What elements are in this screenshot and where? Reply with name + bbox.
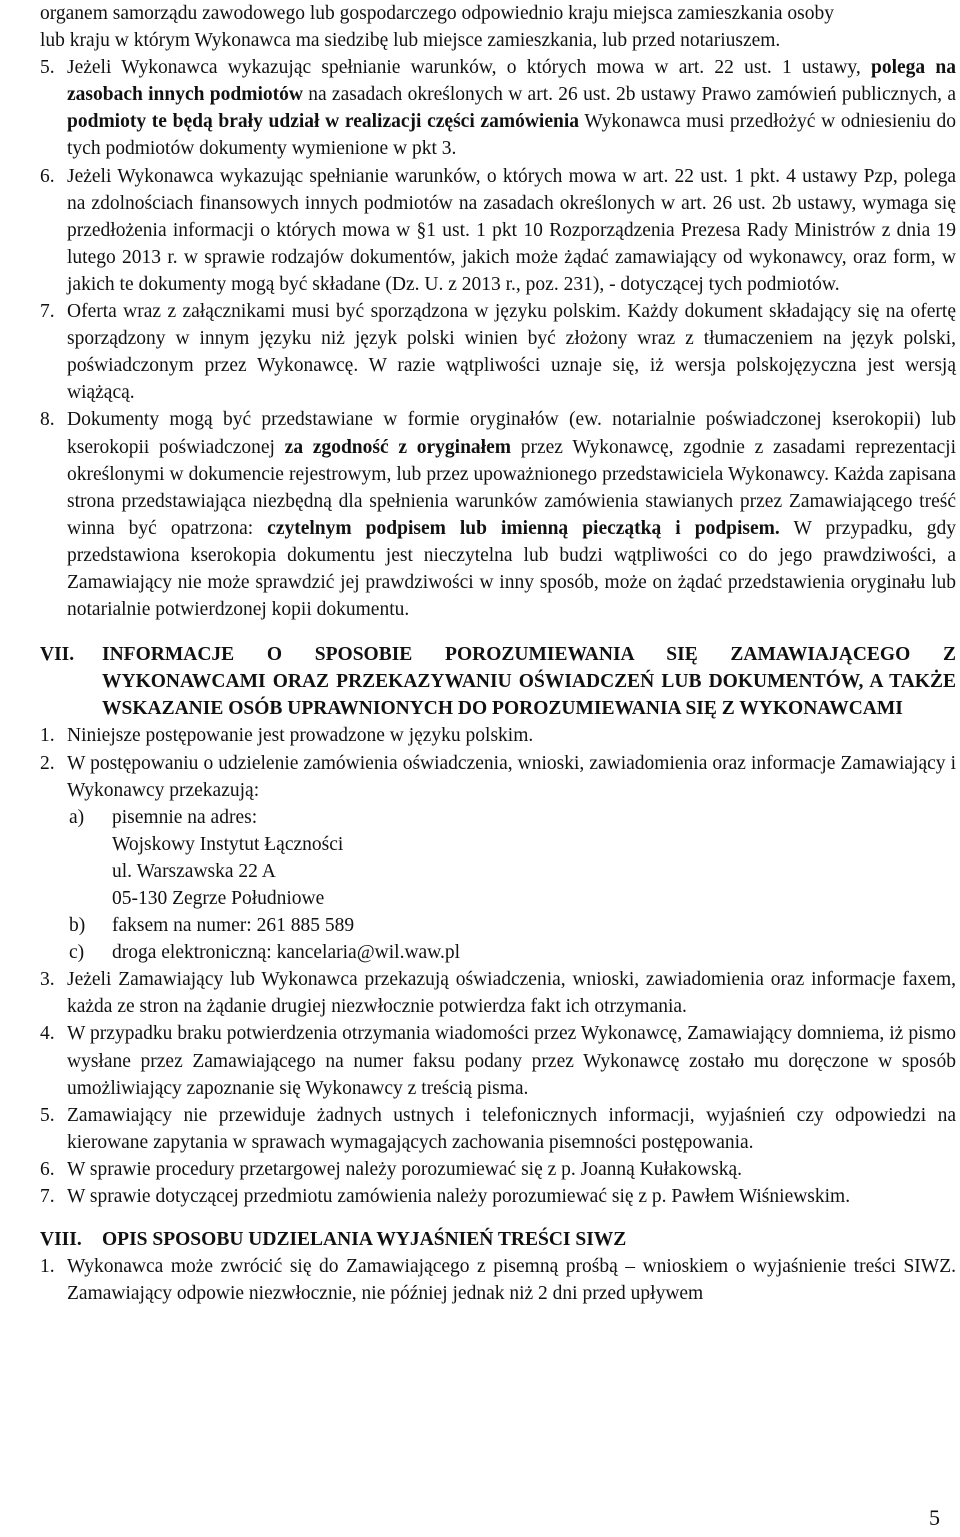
list-item-5 bbox=[40, 54, 956, 162]
section8-item-1 bbox=[40, 1253, 956, 1307]
section-number: VII. bbox=[40, 644, 75, 666]
section-title: INFORMACJE O SPOSOBIE POROZUMIEWANIA SIĘ ZAMAWIAJĄCEGO Z WYKONAWCAMI ORAZ PRZEKAZYWANIU OŚWIADCZEŃ LUB DOKUMENTÓW, A TAKŻE WSKAZANIE OSÓB UPRAWNIONYCH DO POROZUMIEWANIA SIĘ Z WYKONAWCAMI bbox=[102, 644, 956, 720]
section7-item-4 bbox=[40, 1020, 956, 1101]
item-bold-text: za zgodność z oryginałem bbox=[284, 436, 511, 458]
spacer bbox=[40, 1210, 956, 1226]
intro-line-2: lub kraju w którym Wykonawca ma siedzibę lub miejsce zamieszkania, lub przed notariuszem. bbox=[40, 30, 781, 52]
item-text: Wykonawca może zwrócić się do Zamawiającego z pisemną prośbą – wnioskiem o wyjaśnienie treści SIWZ. Zamawiający odpowie niezwłocznie, nie później jednak niż 2 dni przed upływem bbox=[67, 1256, 956, 1305]
address-line: 05-130 Zegrze Południowe bbox=[112, 888, 325, 909]
item-text: W przypadku, gdy przedstawiona kserokopia dokumentu jest nieczytelna lub budzi wątpliwości co do jego prawdziwości, a Zamawiający nie może sprawdzić jej prawdziwości w inny sposób, może on żądać przedstawienia oryginału lub notarialnie potwierdzonej kopii dokumentu. bbox=[67, 517, 956, 621]
item-text: przez Wykonawcę, zgodnie z zasadami reprezentacji określonymi w dokumencie rejestrowym, lub przez upoważnionego przedstawiciela Wykonawcy. Każda zapisana strona przedstawiająca niezbędną dla spełnienia warunków zamówienia stawianych przez Zamawiającego treść winna być opatrzona: bbox=[67, 436, 956, 539]
item-number: 6. bbox=[40, 165, 55, 187]
section-heading-vii bbox=[40, 641, 956, 722]
sub-item-b bbox=[40, 912, 956, 939]
item-number: 1. bbox=[40, 1256, 55, 1278]
address-line: ul. Warszawska 22 A bbox=[112, 860, 276, 882]
item-text: W sprawie dotyczącej przedmiotu zamówienia należy porozumiewać się z p. Pawłem Wiśniewskim. bbox=[67, 1186, 851, 1208]
section-heading-viii bbox=[40, 1226, 956, 1253]
item-number: 4. bbox=[40, 1023, 55, 1045]
sub-item-text: droga elektroniczną: kancelaria@wil.waw.pl bbox=[112, 942, 461, 964]
section7-item-7 bbox=[40, 1183, 956, 1210]
sub-item-letter: a) bbox=[69, 806, 85, 828]
address-block bbox=[40, 831, 956, 912]
item-text: Jeżeli Wykonawca wykazując spełnianie warunków, o których mowa w art. 22 ust. 1 pkt. 4 ustawy Pzp, polega na zdolnościach finansowych innych podmiotów na zasadach określonych w art. 26 ust. 2b ustawy, wymaga się przedłożenia informacji o których mowa w §1 ust. 1 pkt 10 Rozporządzenia Prezesa Rady Ministrów z dnia 19 lutego 2013 r. w sprawie rodzajów dokumentów, jakich może żądać zamawiający od wykonawcy, oraz form, w jakich te dokumenty mogą być składane (Dz. U. z 2013 r., poz. 231), - dotyczącej tych podmiotów. bbox=[67, 165, 956, 295]
page-number: 5 bbox=[929, 1505, 940, 1530]
address-line: Wojskowy Instytut Łączności bbox=[112, 833, 344, 855]
list-item-7 bbox=[40, 298, 956, 406]
item-number: 2. bbox=[40, 752, 55, 774]
list-item-8 bbox=[40, 406, 956, 623]
section7-item-1 bbox=[40, 722, 956, 749]
item-number: 6. bbox=[40, 1158, 55, 1180]
list-item-6 bbox=[40, 163, 956, 298]
item-text: W przypadku braku potwierdzenia otrzymania wiadomości przez Wykonawcę, Zamawiający domniema, iż pismo wysłane przez Zamawiającego na numer faksu podany przez Wykonawcę zostało mu doręczone w sposób umożliwiający zapoznanie się Wykonawcy z treścią pisma. bbox=[67, 1023, 956, 1099]
item-text: Jeżeli Zamawiający lub Wykonawca przekazują oświadczenia, wnioski, zawiadomienia oraz informacje faxem, każda ze stron na żądanie drugiej niezwłocznie potwierdza fakt ich otrzymania. bbox=[67, 969, 956, 1018]
section7-item-6 bbox=[40, 1156, 956, 1183]
intro-line-1: organem samorządu zawodowego lub gospodarczego odpowiednio kraju miejsca zamieszkania osoby bbox=[40, 3, 835, 24]
item-number: 7. bbox=[40, 301, 55, 323]
intro-paragraph bbox=[40, 0, 956, 54]
item-text: Niniejsze postępowanie jest prowadzone w języku polskim. bbox=[67, 725, 534, 747]
section7-item-5 bbox=[40, 1102, 956, 1156]
item-number: 5. bbox=[40, 1104, 55, 1126]
item-text: na zasadach określonych w art. 26 ust. 2b ustawy Prawo zamówień publicznych, a bbox=[302, 84, 956, 106]
sub-item-letter: c) bbox=[69, 942, 85, 964]
item-number: 7. bbox=[40, 1186, 55, 1208]
item-number: 3. bbox=[40, 969, 55, 991]
item-number: 5. bbox=[40, 57, 55, 79]
document-body bbox=[40, 0, 956, 1307]
item-bold-text: podmioty te będą brały udział w realizacji części zamówienia bbox=[67, 111, 579, 133]
item-text: W postępowaniu o udzielenie zamówienia oświadczenia, wnioski, zawiadomienia oraz informacje Zamawiający i Wykonawcy przekazują: bbox=[67, 752, 956, 801]
sub-item-text: pisemnie na adres: bbox=[112, 806, 258, 828]
item-number: 8. bbox=[40, 409, 55, 431]
item-text: Wykonawca musi przedłożyć w odniesieniu do tych podmiotów dokumenty wymienione w pkt 3. bbox=[67, 111, 957, 160]
section7-item-2 bbox=[40, 750, 956, 804]
sub-item-text: faksem na numer: 261 885 589 bbox=[112, 915, 355, 937]
item-text: W sprawie procedury przetargowej należy porozumiewać się z p. Joanną Kułakowską. bbox=[67, 1158, 743, 1180]
section7-item-3 bbox=[40, 966, 956, 1020]
item-bold-text: czytelnym podpisem lub imienną pieczątką i podpisem. bbox=[267, 517, 780, 539]
item-text: Zamawiający nie przewiduje żadnych ustnych i telefonicznych informacji, wyjaśnień czy odpowiedzi na kierowane zapytania w sprawach wymagających zachowania pisemności postępowania. bbox=[67, 1104, 956, 1153]
section-title: OPIS SPOSOBU UDZIELANIA WYJAŚNIEŃ TREŚCI SIWZ bbox=[102, 1229, 627, 1251]
item-text: Dokumenty mogą być przedstawiane w formie oryginałów (ew. notarialnie poświadczonej kserokopii) lub kserokopii poświadczonej bbox=[67, 409, 956, 458]
sub-item-a bbox=[40, 804, 956, 831]
item-text: Jeżeli Wykonawca wykazując spełnianie warunków, o których mowa w art. 22 ust. 1 ustawy, bbox=[67, 57, 872, 79]
sub-item-c bbox=[40, 939, 956, 966]
item-text: Oferta wraz z załącznikami musi być sporządzona w języku polskim. Każdy dokument składający się na ofertę sporządzony w innym języku niż język polski winien być złożony wraz z tłumaczeniem na język polski, poświadczonym przez Wykonawcę. W razie wątpliwości uznaje się, iż wersja polskojęzyczna jest wersją wiążącą. bbox=[67, 301, 956, 404]
spacer bbox=[40, 623, 956, 641]
item-bold-text: polega na zasobach innych podmiotów bbox=[67, 57, 957, 106]
item-number: 1. bbox=[40, 725, 55, 747]
sub-item-letter: b) bbox=[69, 915, 86, 937]
section-number: VIII. bbox=[40, 1229, 82, 1251]
